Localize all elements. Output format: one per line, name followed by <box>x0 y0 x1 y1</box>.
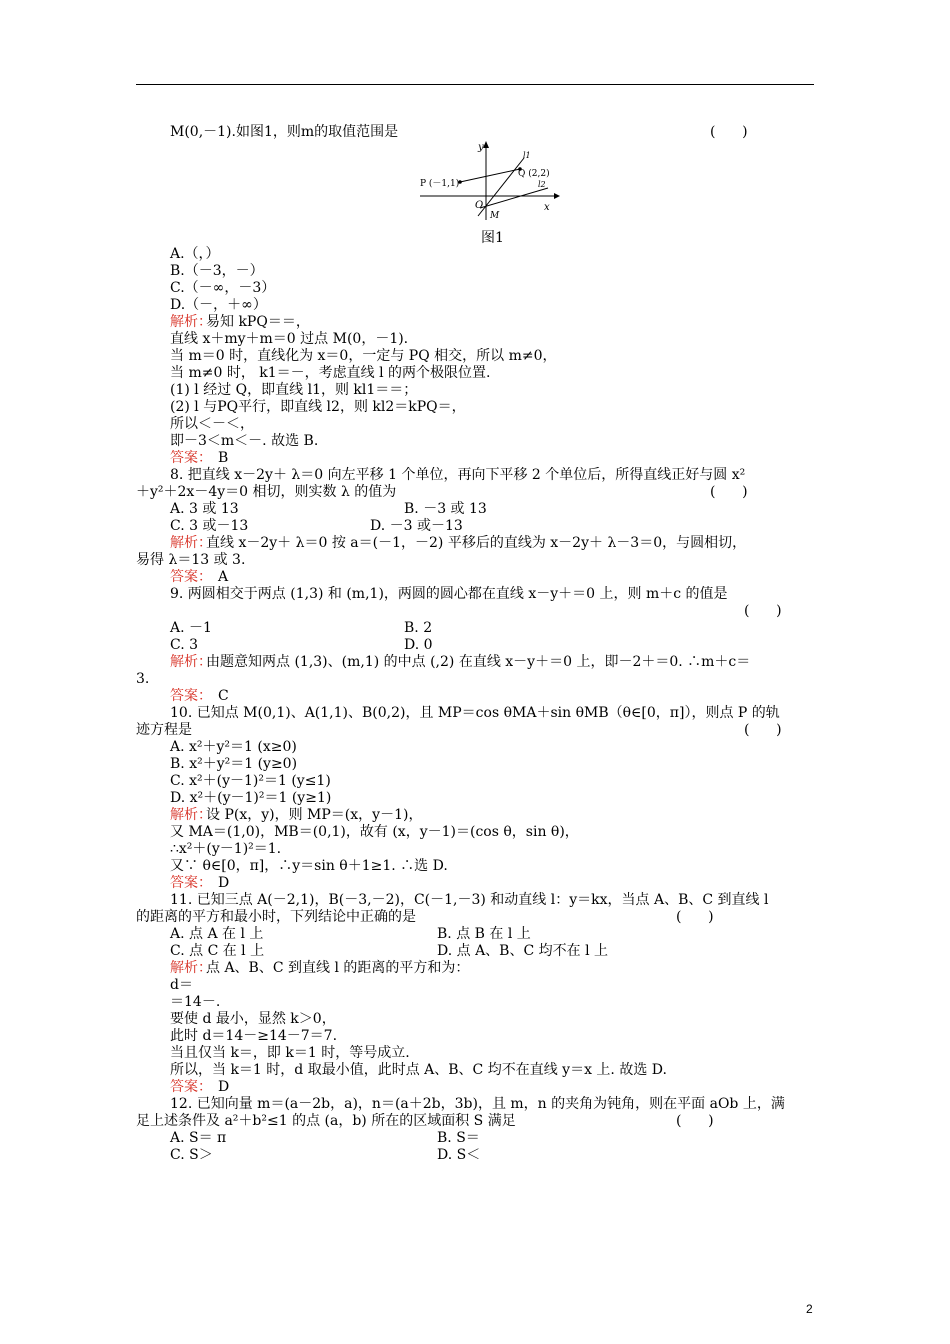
answer-label: 解析： <box>170 314 212 330</box>
label-l2: l2 <box>538 180 546 189</box>
y-axis-arrow-icon <box>483 141 489 148</box>
text-line: C <box>218 688 229 704</box>
label-m: M <box>490 211 500 220</box>
text-line: ＝14－. <box>170 994 221 1010</box>
line-l1 <box>478 158 524 216</box>
text-line: ∴x²＋(y－1)²＝1. <box>170 841 282 857</box>
text-line: 要使 d 最小，显然 k＞0， <box>170 1011 336 1027</box>
text-line: B. x²＋y²＝1 (y≥0) <box>170 756 298 772</box>
label-o: O <box>475 200 484 211</box>
answer-label: 解析： <box>170 807 212 823</box>
text-line: C.（－∞，－3） <box>170 280 276 296</box>
text-line: C. 3 <box>170 637 199 653</box>
text-line: d＝ <box>170 977 193 993</box>
text-line: 10. 已知点 M(0,1)、A(1,1)、B(0,2)，且 MP＝cos θMA＋sin θMB（θ∈[0，π]），则点 P 的轨 <box>170 705 780 721</box>
text-line: 当 m≠0 时， k1＝－，考虑直线 l 的两个极限位置. <box>170 365 491 381</box>
text-line: A. x²＋y²＝1 (x≥0) <box>170 739 297 755</box>
text-line: 足上述条件及 a²＋b²≤1 的点 (a，b) 所在的区域面积 S 满足 <box>136 1113 516 1129</box>
figure-caption: 图1 <box>481 230 504 246</box>
coordinate-figure <box>420 140 560 220</box>
text-line: D.（－，＋∞） <box>170 297 267 313</box>
answer-label: 答案： <box>170 450 212 466</box>
text-line: 当 m＝0 时，直线化为 x＝0，一定与 PQ 相交，所以 m≠0， <box>170 348 557 364</box>
text-line: ＋y²＋2x－4y＝0 相切，则实数 λ 的值为 <box>136 484 397 500</box>
text-line: 设 P(x，y)，则 MP＝(x，y－1)， <box>206 807 423 823</box>
text-line: A. 3 或 13 <box>170 501 239 517</box>
text-line: C. 点 C 在 l 上 <box>170 943 265 959</box>
text-line: 又 MA＝(1,0)，MB＝(0,1)，故有 (x，y－1)＝(cos θ，sin θ)， <box>170 824 579 840</box>
text-line: 所以＜－＜， <box>170 416 254 432</box>
text-line: 所以，当 k＝1 时，d 取最小值，此时点 A、B、C 均不在直线 y＝x 上. 故选 D. <box>170 1062 667 1078</box>
text-line: A.（，） <box>170 246 220 262</box>
text-line: 9. 两圆相交于两点 (1,3) 和 (m,1)，两圆的圆心都在直线 x－y＋＝0 上，则 m＋c 的值是 <box>170 586 728 602</box>
text-line: D. S＜ <box>437 1147 481 1163</box>
text-line: B.（－3，－） <box>170 263 264 279</box>
answer-bracket: ( ) <box>710 484 748 500</box>
answer-bracket: ( ) <box>710 124 748 140</box>
text-line: (2) l 与PQ平行，即直线 l2，则 kl2＝kPQ＝， <box>170 399 466 415</box>
answer-label: 答案： <box>170 1079 212 1095</box>
text-line: 此时 d＝14－≥14－7＝7. <box>170 1028 338 1044</box>
answer-bracket: ( ) <box>676 909 714 925</box>
x-axis-arrow-icon <box>554 193 560 199</box>
text-line: 易知 kPQ＝＝， <box>206 314 310 330</box>
text-line: 11. 已知三点 A(－2,1)，B(－3,－2)，C(－1,－3) 和动直线 l：y＝kx，当点 A、B、C 到直线 l <box>170 892 769 908</box>
label-y: y <box>478 142 484 153</box>
text-line: D <box>218 875 230 891</box>
answer-label: 解析： <box>170 535 212 551</box>
text-line: C. 3 或－13 <box>170 518 249 534</box>
text-line: B. －3 或 13 <box>404 501 487 517</box>
answer-label: 解析： <box>170 960 212 976</box>
page-number: 2 <box>806 1302 813 1316</box>
text-line: 当且仅当 k＝，即 k＝1 时，等号成立. <box>170 1045 410 1061</box>
answer-label: 解析： <box>170 654 212 670</box>
text-line: C. S＞ <box>170 1147 213 1163</box>
text-line: (1) l 经过 Q，即直线 l1，则 kl1＝＝； <box>170 382 418 398</box>
answer-bracket: ( ) <box>744 603 782 619</box>
text-line: B. 2 <box>404 620 433 636</box>
text-line: 又∵ θ∈[0，π]，∴y＝sin θ＋1≥1. ∴选 D. <box>170 858 448 874</box>
text-line: D. 0 <box>404 637 433 653</box>
text-line: D <box>218 1079 230 1095</box>
answer-label: 答案： <box>170 688 212 704</box>
text-line: 直线 x＋my＋m＝0 过点 M(0，－1). <box>170 331 409 347</box>
text-line: 12. 已知向量 m＝(a－2b，a)，n＝(a＋2b，3b)，且 m，n 的夹角为钝角，则在平面 aOb 上，满 <box>170 1096 785 1112</box>
answer-bracket: ( ) <box>744 722 782 738</box>
text-line: A. S＝ π <box>170 1130 227 1146</box>
text-line: A <box>218 569 229 585</box>
text-line: M(0,－1).如图1，则m的取值范围是 <box>170 124 399 140</box>
label-l1: l1 <box>523 151 531 160</box>
text-line: 点 A、B、C 到直线 l 的距离的平方和为： <box>206 960 470 976</box>
answer-bracket: ( ) <box>676 1113 714 1129</box>
header-rule <box>136 84 814 85</box>
text-line: B. S＝ <box>437 1130 480 1146</box>
text-line: 8. 把直线 x－2y＋ λ＝0 向左平移 1 个单位，再向下平移 2 个单位后，所得直线正好与圆 x² <box>170 467 746 483</box>
text-line: 迹方程是 <box>136 722 192 738</box>
answer-label: 答案： <box>170 569 212 585</box>
label-p: P (－1,1) <box>420 179 460 189</box>
label-q: Q (2,2) <box>518 169 550 179</box>
text-line: 即－3＜m＜－. 故选 B. <box>170 433 319 449</box>
line-l2 <box>480 188 548 208</box>
text-line: A. －1 <box>170 620 212 636</box>
text-line: B. 点 B 在 l 上 <box>437 926 531 942</box>
text-line: D. x²＋(y－1)²＝1 (y≥1) <box>170 790 332 806</box>
text-line: 由题意知两点 (1,3)、(m,1) 的中点 (,2) 在直线 x－y＋＝0 上，即－2＋＝0. ∴m＋c＝ <box>206 654 751 670</box>
text-line: 的距离的平方和最小时，下列结论中正确的是 <box>136 909 416 925</box>
text-line: B <box>218 450 229 466</box>
text-line: C. x²＋(y－1)²＝1 (y≤1) <box>170 773 331 789</box>
text-line: D. －3 或－13 <box>370 518 463 534</box>
text-line: 3. <box>136 671 150 687</box>
text-line: 易得 λ＝13 或 3. <box>136 552 246 568</box>
text-line: D. 点 A、B、C 均不在 l 上 <box>437 943 609 959</box>
text-line: 直线 x－2y＋ λ＝0 按 a＝(－1，－2) 平移后的直线为 x－2y＋ λ－3＝0，与圆相切， <box>206 535 747 551</box>
text-line: A. 点 A 在 l 上 <box>170 926 264 942</box>
segment-pq <box>460 169 520 182</box>
label-x: x <box>544 202 550 213</box>
answer-label: 答案： <box>170 875 212 891</box>
